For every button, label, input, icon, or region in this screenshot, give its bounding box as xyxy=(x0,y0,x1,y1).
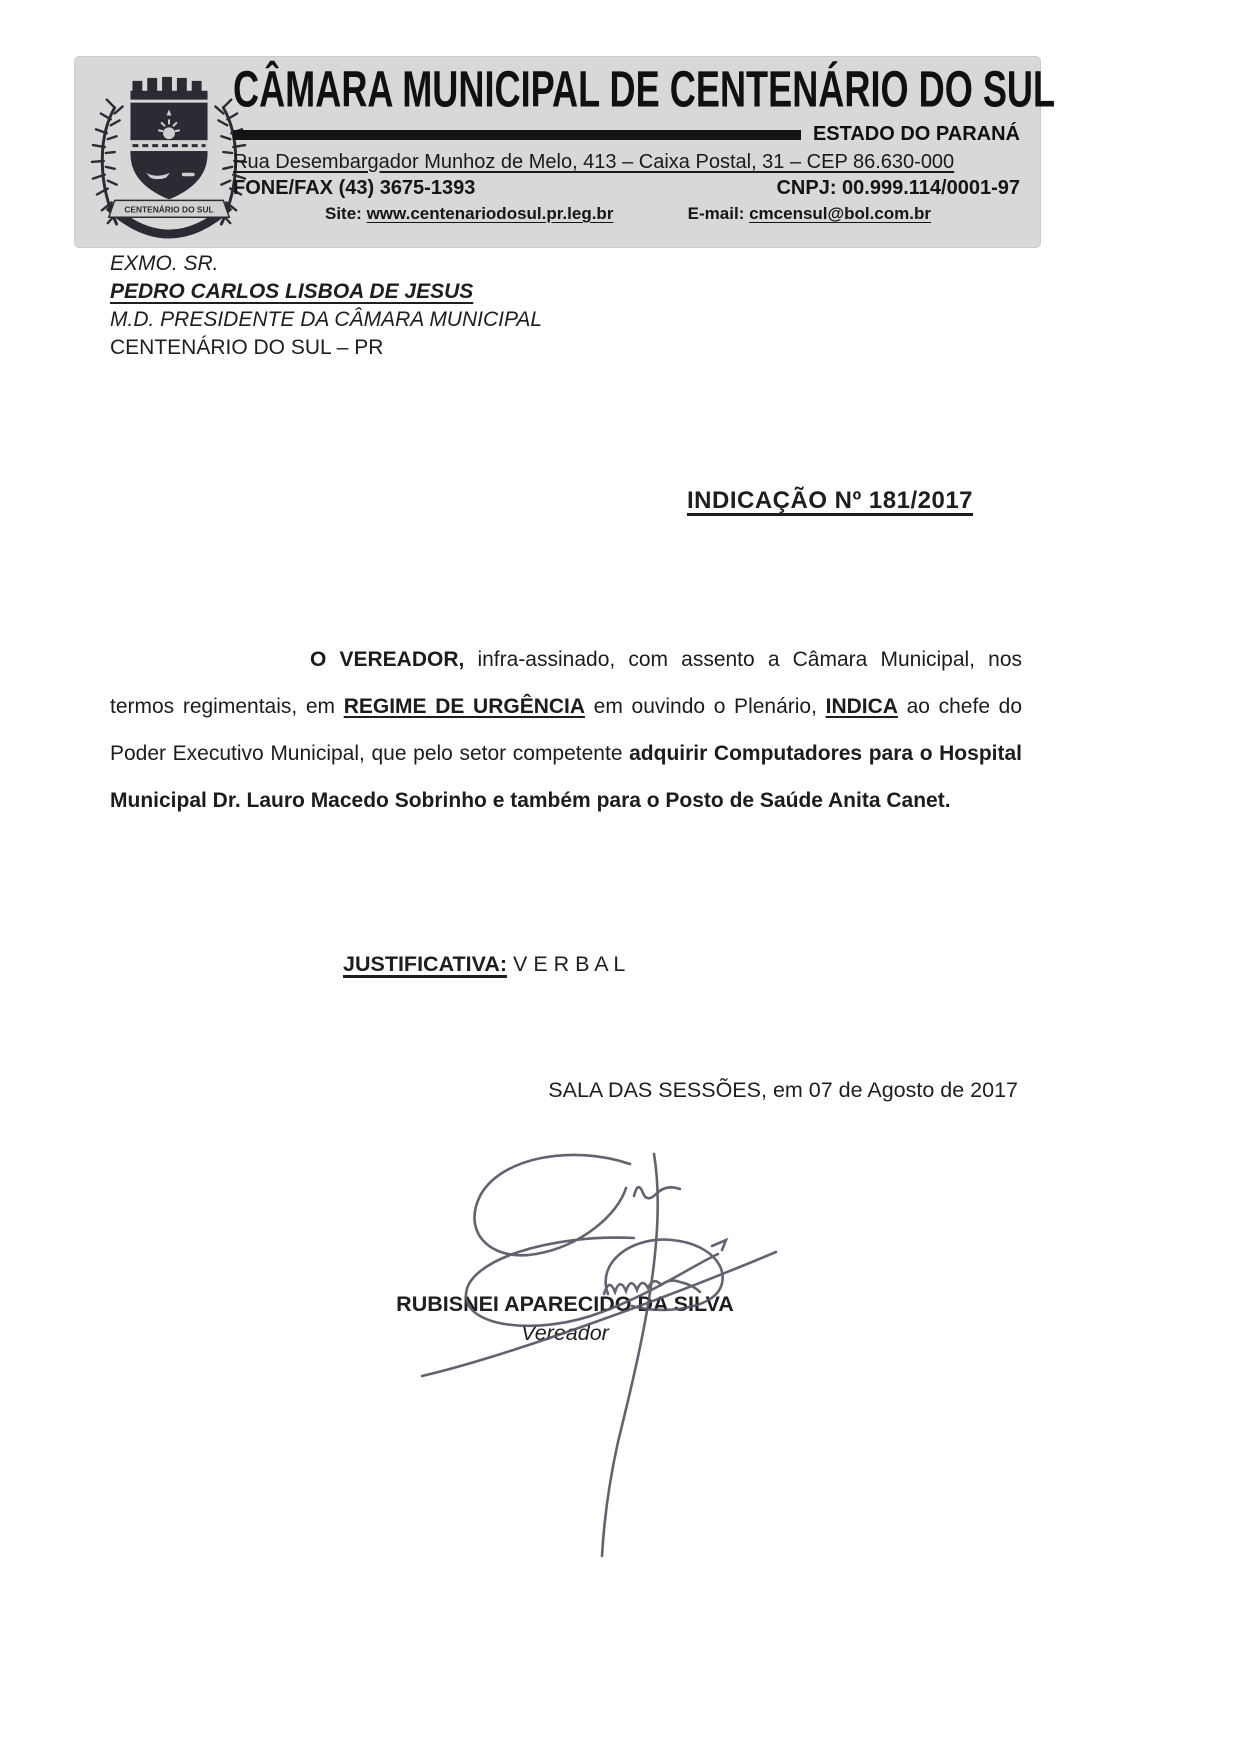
body-paragraph: O VEREADOR, infra-assinado, com assento a Câmara Municipal, nos termos regimentais, em REGIME DE URGÊNCIA em ouvindo o Plenário, INDICA ao chefe do Poder Executivo Municipal, que pelo setor competente adquirir Computadores para o Hospital Municipal Dr. Lauro Macedo Sobrinho e também para o Posto de Saúde Anita Canet. xyxy=(110,648,1023,812)
addressee-block xyxy=(110,250,542,362)
email-label: E-mail: xyxy=(687,204,745,223)
site-label: Site: xyxy=(325,204,362,223)
justification-value: V E R B A L xyxy=(507,952,626,976)
addressee-city: CENTENÁRIO DO SUL – PR xyxy=(110,336,384,359)
letterhead xyxy=(75,57,1056,247)
email-address: cmcensul@bol.com.br xyxy=(749,204,931,223)
phone-cnpj-row xyxy=(233,177,1020,200)
justification-label: JUSTIFICATIVA: xyxy=(343,952,508,976)
site-group xyxy=(325,204,613,224)
site-email-row xyxy=(325,204,931,224)
state-row xyxy=(233,123,1020,146)
addressee-salutation: EXMO. SR. xyxy=(110,252,219,275)
handwritten-signature-scribble xyxy=(420,1142,780,1562)
phone-label: FONE/FAX (43) 3675-1393 xyxy=(233,177,476,199)
addressee-name: PEDRO CARLOS LISBOA DE JESUS xyxy=(110,280,474,303)
signature-role: Vereador xyxy=(521,1321,609,1345)
org-name: CÂMARA MUNICIPAL DE CENTENÁRIO DO SUL xyxy=(233,61,1056,119)
state-label: ESTADO DO PARANÁ xyxy=(812,123,1020,145)
site-url: www.centenariodosul.pr.leg.br xyxy=(366,204,614,223)
crest-banner-text: CENTENÁRIO DO SUL xyxy=(124,204,214,215)
cnpj-label: CNPJ: 00.999.114/0001-97 xyxy=(776,177,1020,199)
addressee-role: M.D. PRESIDENTE DA CÂMARA MUNICIPAL xyxy=(110,308,543,331)
coat-of-arms-icon xyxy=(87,67,251,239)
divider-bar xyxy=(233,130,801,140)
letterhead-text-block xyxy=(233,61,1056,241)
email-group xyxy=(688,204,931,224)
document-title: INDICAÇÃO Nº 181/2017 xyxy=(686,487,974,514)
signature-name: RUBISNEI APARECIDO DA SILVA xyxy=(396,1292,734,1316)
address-line: Rua Desembargador Munhoz de Melo, 413 – Caixa Postal, 31 – CEP 86.630-000 xyxy=(233,151,955,173)
justification-line xyxy=(343,952,625,977)
place-date-line: SALA DAS SESSÕES, em 07 de Agosto de 2017 xyxy=(548,1078,1018,1102)
